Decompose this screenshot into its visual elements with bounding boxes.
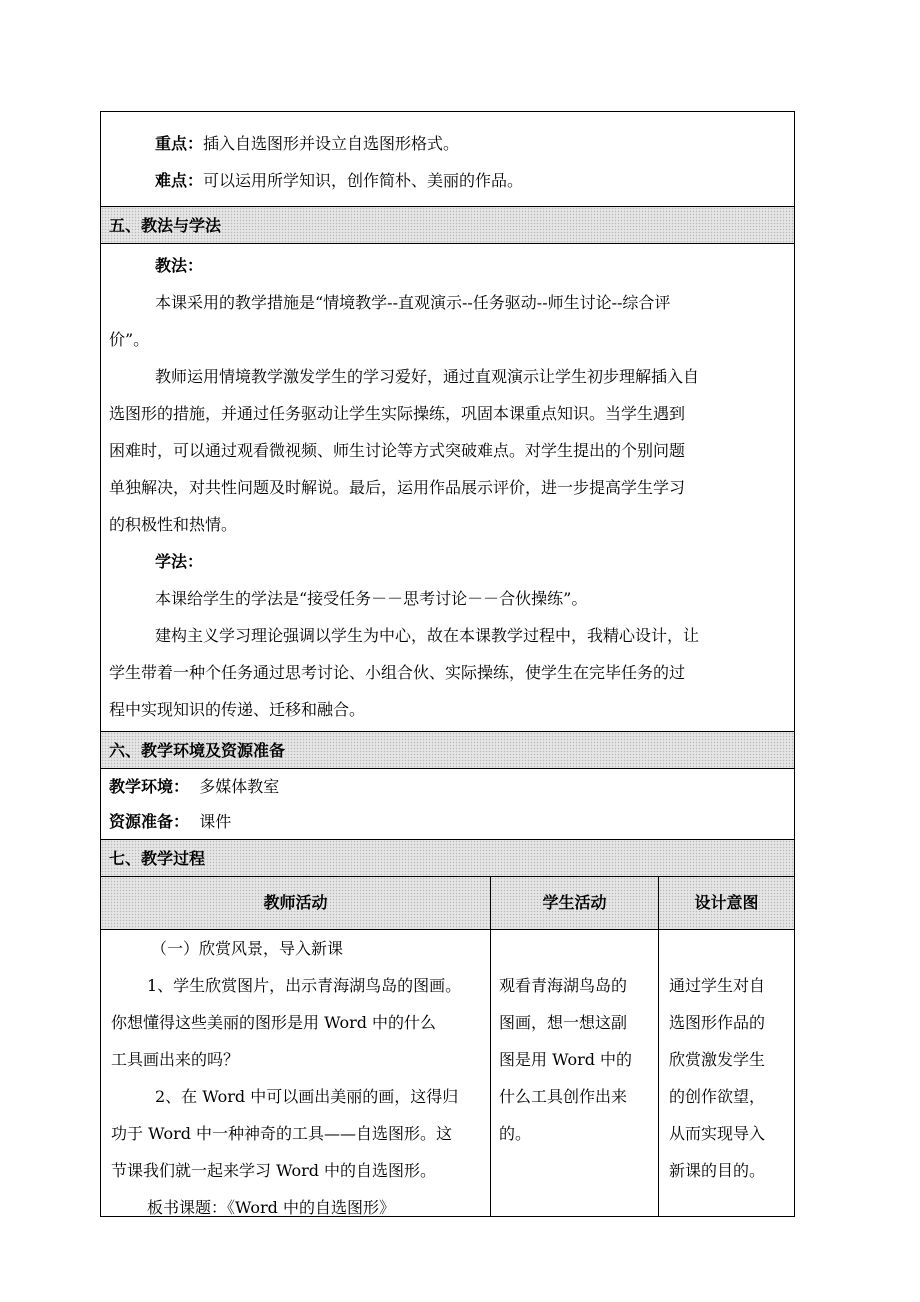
student-line: 图画，想一想这副 [499,1013,628,1032]
teach-line: 单独解决，对共性问题及时解说。最后，运用作品展示评价，进一步提高学生学习 [109,478,686,497]
section5-header: 五、教法与学法 [101,207,794,244]
teacher-line: 节课我们就一起来学习 Word 中的自选图形。 [111,1161,437,1180]
section6-body [101,769,794,840]
intent-line: 选图形作品的 [669,1013,766,1032]
student-line: 观看青海湖鸟岛的 [499,976,628,995]
resources-label: 资源准备： [109,812,190,831]
difficulty-text: 可以运用所学知识，创作简朴、美丽的作品。 [203,171,524,190]
teach-line: 困难时，可以通过观看微视频、师生讨论等方式突破难点。对学生提出的个别问题 [109,441,686,460]
section5-body [101,244,794,732]
intent-line: 的创作欲望， [669,1087,766,1106]
intent-line: 通过学生对自 [669,976,766,995]
difficulty-label: 难点： [155,171,204,190]
section7-header: 七、教学过程 [101,840,794,877]
resources-value: 课件 [199,812,232,831]
key-point-line [109,125,786,162]
key-point-label: 重点： [155,134,204,153]
col-design-intent: 设计意图 [694,893,759,912]
teach-line: 的积极性和热情。 [109,515,238,534]
design-intent-cell [659,930,794,1216]
intent-line: 欣赏激发学生 [669,1050,766,1069]
key-points-row [101,112,794,207]
teacher-activity-cell [101,930,491,1216]
environment-label: 教学环境： [109,777,190,796]
teaching-method-label: 教法： [155,256,204,275]
intent-line: 新课的目的。 [669,1161,766,1180]
col-teacher-activity: 教师活动 [101,877,491,929]
teach-line: 教师运用情境教学激发学生的学习爱好，通过直观演示让学生初步理解插入自 [155,367,700,386]
lesson-plan-table [100,111,795,1217]
teacher-line: 工具画出来的吗？ [111,1050,240,1069]
teacher-line: 功于 Word 中一种神奇的工具——自选图形。这 [111,1124,453,1143]
resources-line [109,804,786,839]
learn-line: 建构主义学习理论强调以学生为中心，故在本课教学过程中，我精心设计，让 [155,626,700,645]
difficulty-line [109,162,786,199]
teacher-line: 1、学生欣赏图片，出示青海湖鸟岛的图画。 [147,976,462,995]
teach-line: 本课采用的教学措施是“情境教学--直观演示--任务驱动--师生讨论--综合评 [155,293,671,312]
intent-line: 从而实现导入 [669,1124,766,1143]
teacher-line: 你想懂得这些美丽的图形是用 Word 中的什么 [111,1013,437,1032]
student-line: 的。 [499,1124,532,1143]
process-table-row [101,930,794,1216]
teach-line: 选图形的措施，并通过任务驱动让学生实际操练，巩固本课重点知识。当学生遇到 [109,404,686,423]
student-line: 图是用 Word 中的 [499,1050,633,1069]
col-student-activity: 学生活动 [491,877,659,929]
teach-line: 价”。 [109,330,150,349]
environment-line [109,769,786,804]
teacher-line: （一）欣赏风景，导入新课 [151,939,344,958]
learn-line: 本课给学生的学法是“接受任务－－思考讨论－－合伙操练”。 [155,589,588,608]
environment-value: 多媒体教室 [199,777,280,796]
process-table-header [101,877,794,930]
teacher-line: 2、在 Word 中可以画出美丽的画，这得归 [155,1087,459,1106]
teacher-line: 板书课题：《Word 中的自选图形》 [147,1198,395,1217]
key-point-text: 插入自选图形并设立自选图形格式。 [203,134,460,153]
student-activity-cell [491,930,659,1216]
learn-line: 学生带着一种个任务通过思考讨论、小组合伙、实际操练，使学生在完毕任务的过 [109,663,686,682]
learn-line: 程中实现知识的传递、迁移和融合。 [109,700,366,719]
student-line: 什么工具创作出来 [499,1087,628,1106]
section6-header: 六、教学环境及资源准备 [101,732,794,769]
learning-method-label: 学法： [155,552,204,571]
